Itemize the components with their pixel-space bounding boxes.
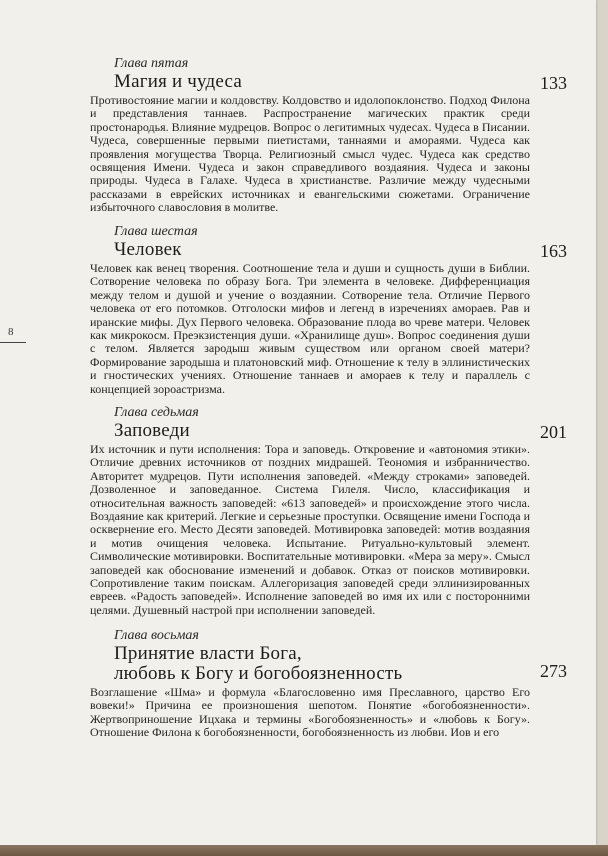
chapter-title: Человек	[114, 239, 182, 260]
chapter-label: Глава седьмая	[114, 405, 199, 420]
chapter-5	[90, 56, 567, 215]
chapter-7	[90, 405, 567, 617]
chapter-label: Глава восьмая	[114, 628, 199, 643]
chapter-label: Глава пятая	[114, 56, 189, 71]
chapter-title-line-2: любовь к Богу и богобоязненность	[114, 663, 403, 684]
chapter-title-line-1: Принятие власти Бога,	[114, 643, 302, 664]
chapter-label: Глава шестая	[114, 224, 198, 239]
folio-number: 8	[8, 326, 14, 338]
chapter-title: Заповеди	[114, 420, 190, 441]
chapter-page-number: 201	[540, 422, 567, 442]
chapter-description: Человек как венец творения. Соотношение тела и души и сущность души в Библии. Сотворение человека по образу Бога. Три элемента в человеке. Дифференциация между телом и душой и учение о воздаянии. Сотворение тела. Отличие Первого человека от его потомков. Отголоски мифов и легенд в изречениях амораев. Рав и иранские мифы. Дух Первого человека. Образование плода во чреве матери. Человек как микрокосм. Преэкзистенция души. «Хранилище душ». Вопрос соединения души с телом. Является зародыш живым существом или органом своей матери? Формирование зародыша и платоновский миф. Отношение к телу в эллинистических и гностических учениях. Отношение таннаев и амораев к телу и параллель с концепцией зороастризма.	[90, 261, 530, 396]
chapter-description: Их источник и пути исполнения: Тора и заповедь. Откровение и «автономия этики». Отличие древних источников от поздних мидрашей. Теономия и избранничество. Авторитет мудрецов. Пути исполнения заповедей. «Между строками» заповедей. Дозволенное и заповеданное. Система Гилеля. Число, классификация и относительная важность заповедей: «613 заповедей» и происхождение этого числа. Воздаяние как критерий. Легкие и серьезные проступки. Освящение имени Господа и осквернение его. Место Десяти заповедей. Мотивировка заповедей: мотив воздаяния и мотив очищения человека. Испытание. Ритуально-культовый элемент. Символические мотивировки. Воспитательные мотивировки. «Мера за меру». Смысл заповедей как обоснование изменений и добавок. Отказ от поисков мотивировки. Сопротивление таким поискам. Аллегоризация заповедей среди эллинизированных евреев. «Радость заповедей». Исполнение заповедей во имя их или с посторонними целями. Душевный настрой при исполнении заповедей.	[90, 442, 530, 617]
page-edge-marker	[0, 342, 26, 343]
chapter-page-number: 133	[540, 73, 567, 93]
chapter-6	[90, 224, 567, 396]
chapter-description: Противостояние магии и колдовству. Колдовство и идолопоклонство. Подход Филона и представления таннаев. Распространение магических практик среди простонародья. Влияние мудрецов. Вопрос о легитимных чудесах. Чудеса в Писании. Чудеса, совершенные первыми пиетистами, таннаями и амораями. Чудеса как проявления могущества Творца. Религиозный смысл чудес. Чудеса как средство освящения Имени. Чудеса и закон справедливого воздаяния. Чудеса и законы природы. Чудеса в Галахе. Чудеса в христианстве. Различие между чудесными рассказами в еврейских источниках и евангельскими сюжетами. Ограничение избыточного славословия в молитве.	[90, 93, 530, 215]
chapter-description: Возглашение «Шма» и формула «Благословенно имя Преславного, царство Его вовеки!» Причина ее произношения шепотом. Понятие «богобоязненности». Жертвоприношение Ицхака и термины «Богобоязненность» и «любовь к Богу». Отношение Филона к богобоязненности, богобоязненность из любви. Иов и его	[90, 685, 530, 740]
chapter-page-number: 163	[540, 241, 567, 261]
chapter-title: Магия и чудеса	[114, 71, 243, 92]
page-bottom-edge	[0, 845, 608, 856]
chapter-8	[90, 628, 567, 740]
chapter-page-number: 273	[540, 661, 567, 681]
